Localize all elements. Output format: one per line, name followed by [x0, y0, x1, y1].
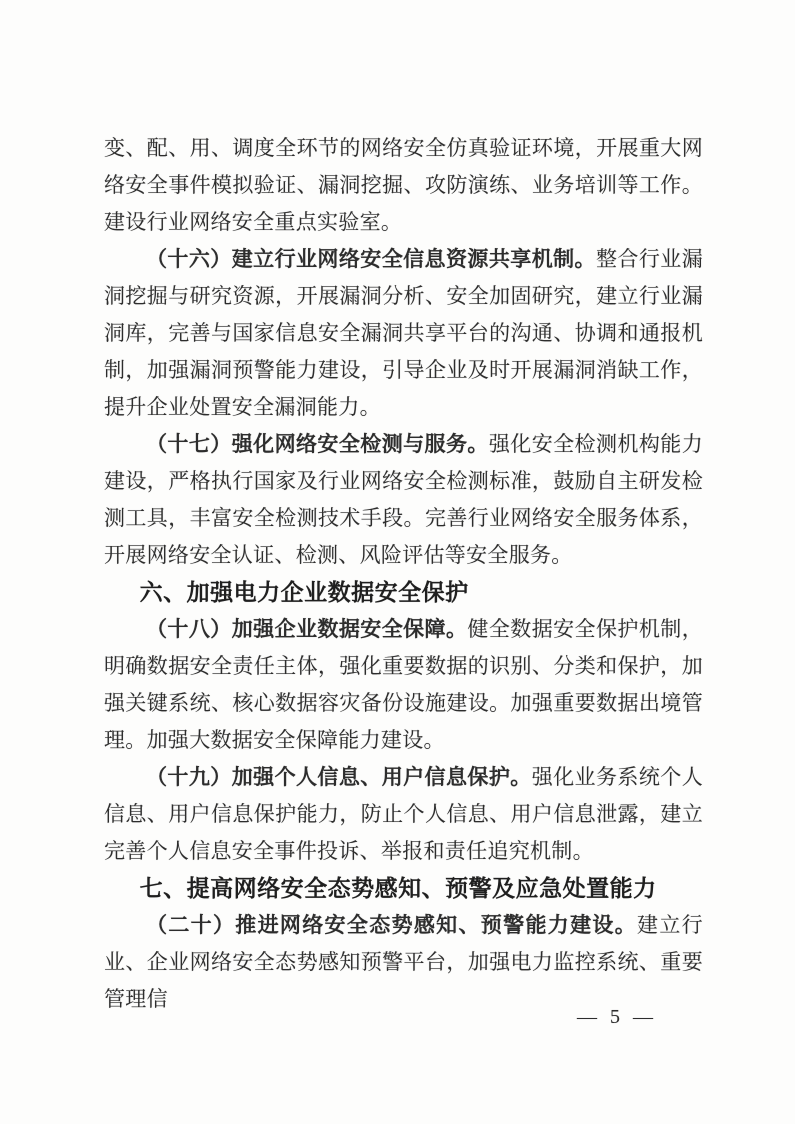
item-16-paragraph — [104, 241, 703, 426]
item-19-lead: （十九）加强个人信息、用户信息保护。 — [146, 765, 532, 789]
section-heading-6: 六、加强电力企业数据安全保护 — [139, 579, 469, 605]
item-17-paragraph — [104, 426, 703, 574]
paragraph-text: 变、配、用、调度全环节的网络安全仿真验证环境，开展重大网络安全事件模拟验证、漏洞挖掘、攻防演练、业务培训等工作。建设行业网络安全重点实验室。 — [104, 136, 703, 234]
page-content — [104, 130, 703, 1018]
item-16-text: 整合行业漏洞挖掘与研究资源，开展漏洞分析、安全加固研究，建立行业漏洞库，完善与国家信息安全漏洞共享平台的沟通、协调和通报机制，加强漏洞预警能力建设，引导企业及时开展漏洞消缺工作，提升企业处置安全漏洞能力。 — [104, 247, 703, 419]
page-number: — 5 — — [577, 1006, 657, 1028]
item-20-paragraph — [104, 907, 703, 1018]
item-18-paragraph — [104, 611, 703, 759]
item-18-text: 健全数据安全保护机制，明确数据安全责任主体，强化重要数据的识别、分类和保护，加强关键系统、核心数据容灾备份设施建设。加强重要数据出境管理。加强大数据安全保障能力建设。 — [104, 617, 703, 752]
item-17-text: 强化安全检测机构能力建设，严格执行国家及行业网络安全检测标准，鼓励自主研发检测工具，丰富安全检测技术手段。完善行业网络安全服务体系，开展网络安全认证、检测、风险评估等安全服务。 — [104, 432, 703, 567]
paragraph-continued — [104, 130, 703, 241]
item-20-text: 建立行业、企业网络安全态势感知预警平台，加强电力监控系统、重要管理信 — [104, 913, 703, 1011]
item-19-paragraph — [104, 759, 703, 870]
item-20-lead: （二十）推进网络安全态势感知、预警能力建设。 — [146, 913, 638, 937]
item-19-text: 强化业务系统个人信息、用户信息保护能力，防止个人信息、用户信息泄露，建立完善个人信息安全事件投诉、举报和责任追究机制。 — [104, 765, 703, 863]
item-16-lead: （十六）建立行业网络安全信息资源共享机制。 — [146, 247, 596, 271]
item-18-lead: （十八）加强企业数据安全保障。 — [146, 617, 468, 641]
section-heading-7: 七、提高网络安全态势感知、预警及应急处置能力 — [139, 875, 657, 901]
item-17-lead: （十七）强化网络安全检测与服务。 — [146, 432, 489, 456]
